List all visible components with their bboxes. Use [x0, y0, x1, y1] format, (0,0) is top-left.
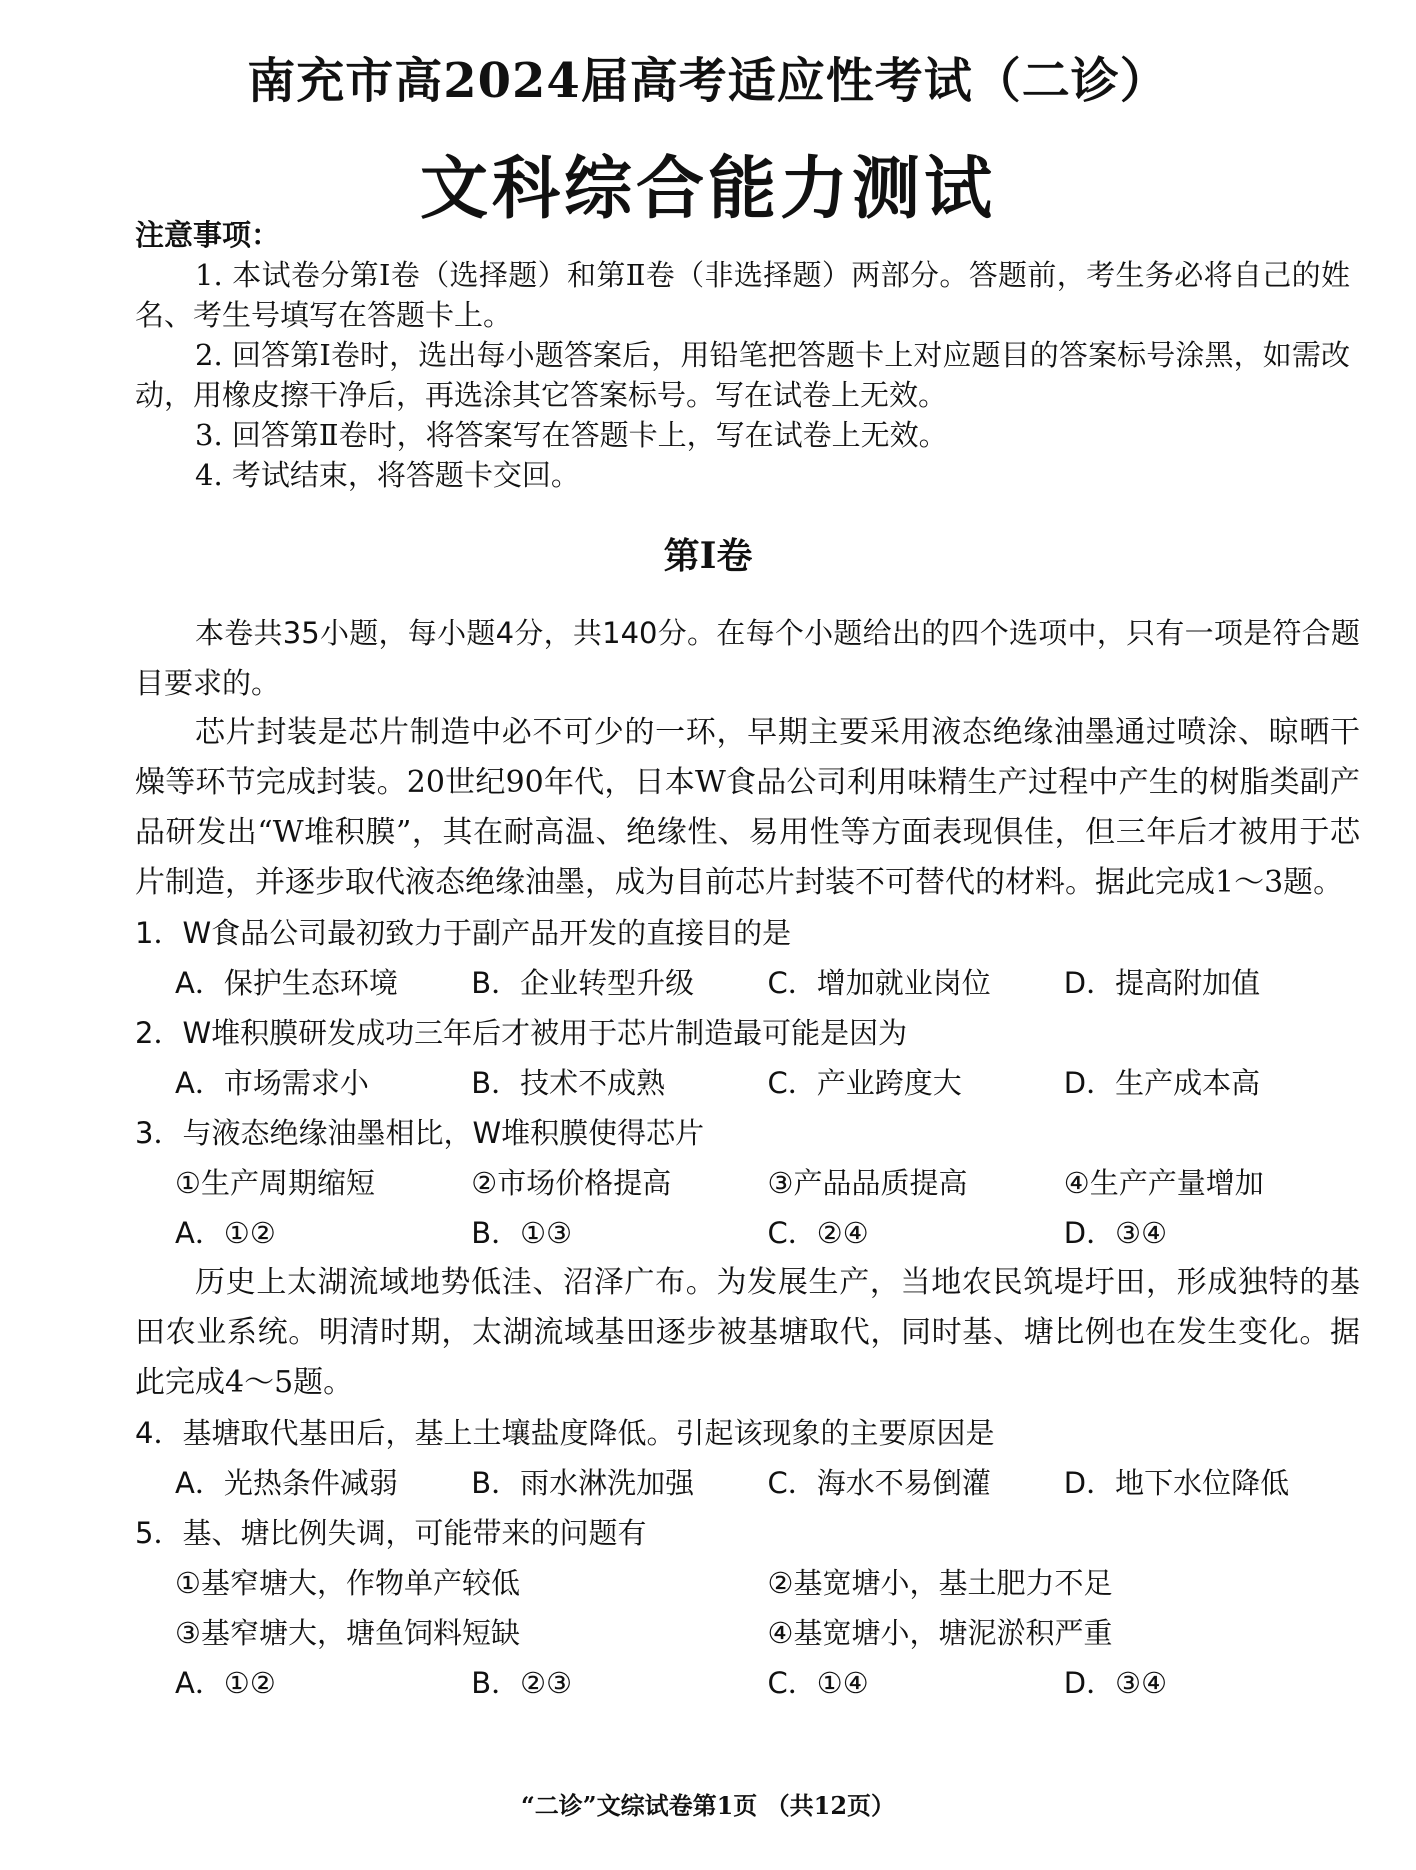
note-item: 3. 回答第Ⅱ卷时，将答案写在答题卡上，写在试卷上无效。	[195, 418, 948, 452]
question-5-options	[135, 1658, 1360, 1708]
question-1-stem: 1．W食品公司最初致力于副产品开发的直接目的是	[135, 916, 792, 950]
option-d: D．③④	[1063, 1216, 1168, 1250]
question-1-options	[135, 958, 1360, 1008]
question-3-stem: 3．与液态绝缘油墨相比，W堆积膜使得芯片	[135, 1116, 705, 1150]
option-d: D．生产成本高	[1063, 1066, 1261, 1100]
option-d: D．地下水位降低	[1063, 1466, 1290, 1500]
option-c: C．增加就业岗位	[767, 966, 991, 1000]
option-d: D．③④	[1063, 1666, 1168, 1700]
note-item: 2. 回答第Ⅰ卷时，选出每小题答案后，用铅笔把答题卡上对应题目的答案标号涂黑，如需改动，用橡皮擦干净后，再选涂其它答案标号。写在试卷上无效。	[135, 338, 1350, 412]
question-5-stem: 5．基、塘比例失调，可能带来的问题有	[135, 1516, 647, 1550]
questions-block	[135, 608, 1360, 1708]
exam-subtitle: 文科综合能力测试	[419, 149, 996, 229]
option-c: C．①④	[767, 1666, 869, 1700]
question-4-options	[135, 1458, 1360, 1508]
section-title: 第Ⅰ卷	[663, 535, 753, 577]
question-3-items	[135, 1158, 1360, 1208]
statement-2: ②市场价格提高	[471, 1166, 672, 1200]
option-b: B．技术不成熟	[471, 1066, 666, 1100]
notes-heading: 注意事项：	[135, 218, 281, 252]
question-2-stem: 2．W堆积膜研发成功三年后才被用于芯片制造最可能是因为	[135, 1016, 908, 1050]
option-a: A．①②	[175, 1666, 276, 1700]
option-b: B．企业转型升级	[471, 966, 695, 1000]
question-5-items-row-1	[135, 1558, 1360, 1608]
page-footer: “二诊”文综试卷第1页 （共12页）	[520, 1791, 896, 1820]
passage-1: 芯片封装是芯片制造中必不可少的一环，早期主要采用液态绝缘油墨通过喷涂、晾晒干燥等环节完成封装。20世纪90年代，日本W食品公司利用味精生产过程中产生的树脂类副产品研发出“W堆积膜”，其在耐高温、绝缘性、易用性等方面表现俱佳，但三年后才被用于芯片制造，并逐步取代液态绝缘油墨，成为目前芯片封装不可替代的材料。据此完成1～3题。	[135, 715, 1360, 900]
option-a: A．保护生态环境	[175, 966, 398, 1000]
statement-1: ①生产周期缩短	[175, 1166, 375, 1200]
statement-3: ③产品品质提高	[767, 1166, 968, 1200]
question-3-options	[135, 1208, 1360, 1258]
option-b: B．雨水淋洗加强	[471, 1466, 695, 1500]
option-c: C．产业跨度大	[767, 1066, 962, 1100]
option-d: D．提高附加值	[1063, 966, 1261, 1000]
option-b: B．②③	[471, 1666, 573, 1700]
option-a: A．光热条件减弱	[175, 1466, 398, 1500]
section-intro: 本卷共35小题，每小题4分，共140分。在每个小题给出的四个选项中，只有一项是符合题目要求的。	[135, 616, 1360, 700]
passage-2: 历史上太湖流域地势低洼、沼泽广布。为发展生产，当地农民筑堤圩田，形成独特的基田农业系统。明清时期，太湖流域基田逐步被基塘取代，同时基、塘比例也在发生变化。据此完成4～5题。	[135, 1265, 1360, 1400]
question-2-options	[135, 1058, 1360, 1108]
option-a: A．①②	[175, 1216, 276, 1250]
note-item: 4. 考试结束，将答题卡交回。	[195, 458, 580, 492]
option-b: B．①③	[471, 1216, 573, 1250]
note-item: 1. 本试卷分第Ⅰ卷（选择题）和第Ⅱ卷（非选择题）两部分。答题前，考生务必将自己的姓名、考生号填写在答题卡上。	[135, 258, 1350, 332]
statement-2: ②基宽塘小，基土肥力不足	[767, 1566, 1113, 1600]
question-4-stem: 4．基塘取代基田后，基上土壤盐度降低。引起该现象的主要原因是	[135, 1416, 995, 1450]
statement-3: ③基窄塘大，塘鱼饲料短缺	[175, 1616, 520, 1650]
option-c: C．②④	[767, 1216, 869, 1250]
question-5-items-row-2	[135, 1608, 1360, 1658]
exam-title: 南充市高2024届高考适应性考试（二诊）	[247, 53, 1169, 109]
statement-4: ④基宽塘小，塘泥淤积严重	[767, 1616, 1113, 1650]
statement-4: ④生产产量增加	[1063, 1166, 1264, 1200]
option-c: C．海水不易倒灌	[767, 1466, 991, 1500]
statement-1: ①基窄塘大，作物单产较低	[175, 1566, 520, 1600]
notes-block	[135, 215, 1350, 495]
option-a: A．市场需求小	[175, 1066, 369, 1100]
